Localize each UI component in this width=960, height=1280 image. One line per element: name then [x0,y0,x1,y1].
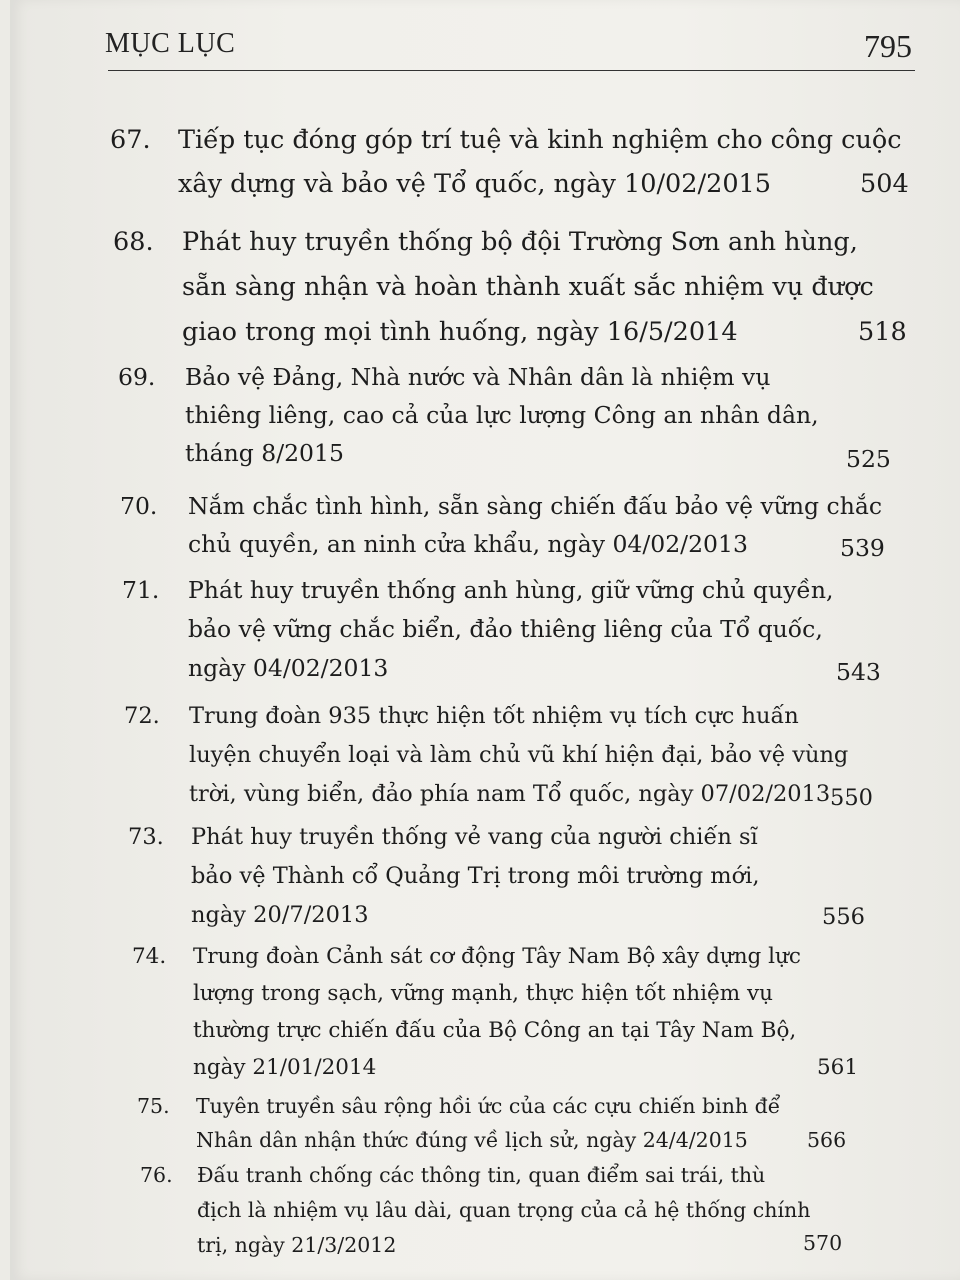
toc-entry-title [191,818,760,935]
toc-entry-title-line: ngày 20/7/2013 [191,902,369,928]
toc-entry-title-line: bảo vệ vững chắc biển, đảo thiêng liêng của Tổ quốc, [188,615,823,643]
toc-entry-title-line: Trung đoàn 935 thực hiện tốt nhiệm vụ tích cực huấn [189,703,799,729]
toc-entry-page-number: 570 [803,1231,843,1255]
page-number: 795 [864,28,912,64]
toc-entry-title-line: Đấu tranh chống các thông tin, quan điểm sai trái, thù [197,1163,766,1187]
toc-entry-number: 70. [120,492,158,520]
toc-entry-page-number: 543 [836,658,881,686]
toc-entry-title [189,697,848,814]
toc-entry-title-line: ngày 04/02/2013 [188,654,389,682]
toc-entry-number: 74. [132,944,167,969]
toc-entry-title-line: bảo vệ Thành cổ Quảng Trị trong môi trường mới, [191,863,760,889]
toc-entry-title [185,358,819,472]
toc-entry-number: 72. [124,703,160,729]
toc-entry-number: 75. [137,1094,170,1118]
toc-entry-title [182,220,874,355]
toc-entry-title-line: chủ quyền, an ninh cửa khẩu, ngày 04/02/2013 [188,530,748,558]
toc-entry-title-line: Phát huy truyền thống vẻ vang của người chiến sĩ [191,824,758,850]
toc-entry-title-line: sẵn sàng nhận và hoàn thành xuất sắc nhiệm vụ được [182,272,874,302]
toc-entry-page-number: 561 [817,1055,859,1080]
toc-entry-page-number: 518 [858,317,907,347]
toc-entry-title-line: Trung đoàn Cảnh sát cơ động Tây Nam Bộ xây dựng lực [193,944,801,969]
toc-entry-title-line: giao trong mọi tình huống, ngày 16/5/2014 [182,317,738,347]
toc-entry-number: 69. [118,363,156,391]
toc-entry-page-number: 556 [822,904,865,930]
toc-entry-page-number: 525 [846,445,891,473]
toc-entry-title [193,938,801,1086]
toc-entry-title-line: Phát huy truyền thống anh hùng, giữ vững chủ quyền, [188,576,834,604]
toc-entry-page-number: 550 [830,785,873,811]
toc-entry-title-line: Bảo vệ Đảng, Nhà nước và Nhân dân là nhiệm vụ [185,363,771,391]
toc-entry-title [196,1089,780,1157]
toc-entry-number: 71. [122,576,160,604]
toc-entry-title-line: thường trực chiến đấu của Bộ Công an tại Tây Nam Bộ, [193,1018,797,1043]
header-divider [108,70,915,71]
toc-entry-title-line: Nắm chắc tình hình, sẵn sàng chiến đấu bảo vệ vững chắc [188,492,882,520]
toc-entry-title-line: lượng trong sạch, vững mạnh, thực hiện tốt nhiệm vụ [193,981,773,1006]
book-page [10,0,960,1280]
toc-entry-number: 67. [110,125,151,155]
toc-entry-page-number: 504 [860,169,909,199]
toc-entry-title-line: Tiếp tục đóng góp trí tuệ và kinh nghiệm cho công cuộc [178,125,902,155]
toc-entry-title-line: Nhân dân nhận thức đúng về lịch sử, ngày 24/4/2015 [196,1128,748,1152]
toc-entry-title-line: Phát huy truyền thống bộ đội Trường Sơn anh hùng, [182,227,858,257]
toc-entry-title-line: luyện chuyển loại và làm chủ vũ khí hiện đại, bảo vệ vùng [189,742,849,768]
running-header-title: MỤC LỤC [105,28,236,59]
toc-entry-title-line: xây dựng và bảo vệ Tổ quốc, ngày 10/02/2015 [178,169,771,199]
toc-entry-title-line: thiêng liêng, cao cả của lực lượng Công an nhân dân, [185,401,819,429]
toc-entry-page-number: 539 [840,534,885,562]
toc-entry-title [188,487,882,563]
toc-entry-number: 73. [128,824,164,850]
toc-entry-title-line: trị, ngày 21/3/2012 [197,1233,397,1257]
toc-entry-title-line: ngày 21/01/2014 [193,1055,377,1080]
toc-entry-title-line: trời, vùng biển, đảo phía nam Tổ quốc, ngày 07/02/2013 [189,781,831,807]
toc-entry-page-number: 566 [807,1128,847,1152]
toc-entry-title [178,118,902,206]
toc-entry-title [188,571,833,688]
toc-entry-title-line: địch là nhiệm vụ lâu dài, quan trọng của cả hệ thống chính [197,1198,811,1222]
toc-entry-number: 68. [113,227,154,257]
toc-entry-title-line: tháng 8/2015 [185,439,344,467]
toc-entry-number: 76. [140,1163,173,1187]
toc-entry-title-line: Tuyên truyền sâu rộng hồi ức của các cựu chiến binh để [196,1094,781,1118]
toc-entry-title [197,1158,810,1263]
